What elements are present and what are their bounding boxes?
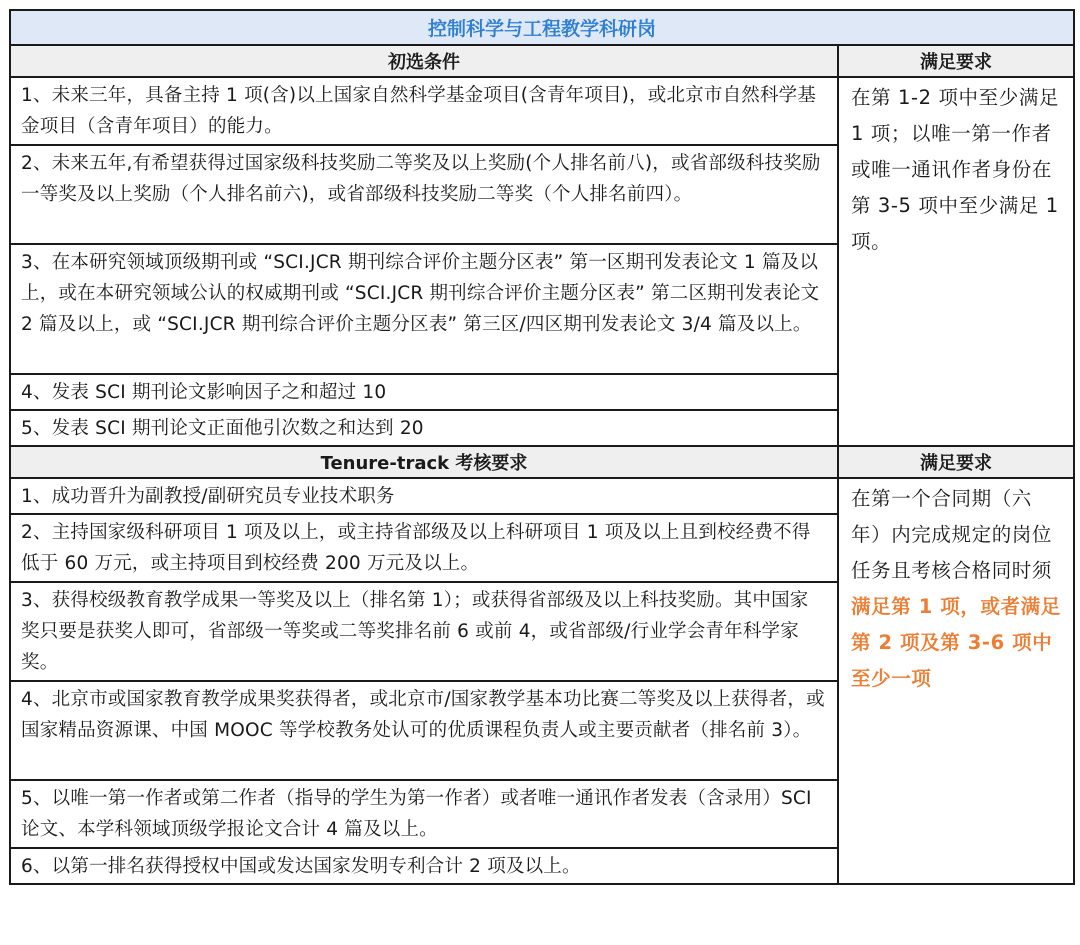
section2-item-3: 3、获得校级教育教学成果一等奖及以上（排名第 1）；或获得省部级及以上科技奖励。其中国家奖只要是获奖人即可，省部级一等奖或二等奖排名前 6 或前 4，或省部级/行业学会青年科学家奖。 xyxy=(10,582,838,681)
title-row xyxy=(10,10,1074,45)
table-title: 控制科学与工程教学科研岗 xyxy=(10,10,1074,45)
section1-requirement: 在第 1-2 项中至少满足 1 项；以唯一第一作者或唯一通讯作者身份在第 3-5 项中至少满足 1 项。 xyxy=(838,77,1074,446)
section2-header-requirement: 满足要求 xyxy=(838,446,1074,478)
section2-requirement-text: 在第一个合同期（六年）内完成规定的岗位任务且考核合格同时须 xyxy=(851,487,1053,582)
section2-item-6: 6、以第一排名获得授权中国或发达国家发明专利合计 2 项及以上。 xyxy=(10,848,838,884)
section2-header-row xyxy=(10,446,1074,478)
section1-item-4: 4、发表 SCI 期刊论文影响因子之和超过 10 xyxy=(10,374,838,410)
section1-item-5: 5、发表 SCI 期刊论文正面他引次数之和达到 20 xyxy=(10,410,838,446)
section1-item-3: 3、在本研究领域顶级期刊或 “SCI.JCR 期刊综合评价主题分区表” 第一区期刊发表论文 1 篇及以上，或在本研究领域公认的权威期刊或 “SCI.JCR 期刊综合评价主题分区表” 第二区期刊发表论文 2 篇及以上，或 “SCI.JCR 期刊综合评价主题分区表” 第三区/四区期刊发表论文 3/4 篇及以上。 xyxy=(10,244,838,374)
section2-requirement-highlight: 满足第 1 项，或者满足第 2 项及第 3-6 项中至少一项 xyxy=(851,595,1061,690)
section2-item-2: 2、主持国家级科研项目 1 项及以上，或主持省部级及以上科研项目 1 项及以上且到校经费不得低于 60 万元，或主持项目到校经费 200 万元及以上。 xyxy=(10,514,838,582)
section1-item-2: 2、未来五年,有希望获得过国家级科技奖励二等奖及以上奖励(个人排名前八)，或省部级科技奖励一等奖及以上奖励（个人排名前六)，或省部级科技奖励二等奖（个人排名前四）。 xyxy=(10,145,838,244)
section2-item-1: 1、成功晋升为副教授/副研究员专业技术职务 xyxy=(10,478,838,514)
section1-item-1: 1、未来三年，具备主持 1 项(含)以上国家自然科学基金项目(含青年项目)，或北京市自然科学基金项目（含青年项目）的能力。 xyxy=(10,77,838,145)
section2-requirement xyxy=(838,478,1074,884)
section2-header-criteria: Tenure-track 考核要求 xyxy=(10,446,838,478)
section1-header-criteria: 初选条件 xyxy=(10,45,838,77)
table-row xyxy=(10,478,1074,514)
section2-item-4: 4、北京市或国家教育教学成果奖获得者，或北京市/国家教学基本功比赛二等奖及以上获得者，或国家精品资源课、中国 MOOC 等学校教务处认可的优质课程负责人或主要贡献者（排名前 3）。 xyxy=(10,681,838,780)
section1-header-requirement: 满足要求 xyxy=(838,45,1074,77)
requirements-table xyxy=(9,9,1075,885)
table-row xyxy=(10,77,1074,145)
section2-item-5: 5、以唯一第一作者或第二作者（指导的学生为第一作者）或者唯一通讯作者发表（含录用）SCI 论文、本学科领域顶级学报论文合计 4 篇及以上。 xyxy=(10,780,838,848)
section1-header-row xyxy=(10,45,1074,77)
